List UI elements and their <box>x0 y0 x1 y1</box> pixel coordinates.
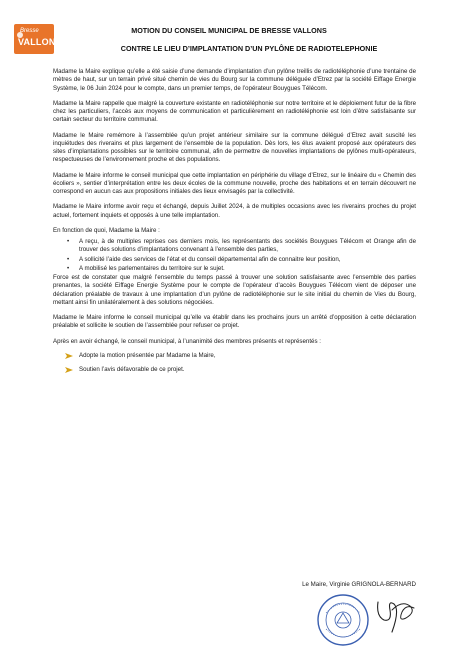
document-title: MOTION DU CONSEIL MUNICIPAL DE BRESSE VALLONS <box>131 26 327 35</box>
document-body <box>53 68 416 380</box>
paragraph-5: Madame le Maire informe avoir reçu et échangé, depuis Juillet 2024, à de multiples occasions avec les riverains proches du projet actuel, fortement inquiets et opposés à une telle implantation. <box>53 203 416 219</box>
logo-small-text: Bresse <box>20 28 39 34</box>
action-list <box>53 238 416 273</box>
municipal-stamp-icon <box>316 593 370 647</box>
decision-text: Adopte la motion présentée par Madame la Maire, <box>79 351 216 359</box>
paragraph-7: Force est de constater que malgré l’ensemble du temps passé à trouver une solution satisfaisante avec l’ensemble des parties prenantes, la société Eiffage Energie Système pour le compte de l’opérateur d’accès Bouygues Télécom vient de déposer une déclaration préalable de travaux à une implantation d’un pylône de radiotéléphonie sur le site initial du chemin de Vies du Bourg, mettant ainsi fin unilatéralement à des solutions négociées. <box>53 274 416 306</box>
paragraph-9: Après en avoir échangé, le conseil municipal, à l’unanimité des membres présents et représentés : <box>53 337 321 345</box>
signatory-name: Le Maire, Virginie GRIGNOLA-BERNARD <box>302 581 416 588</box>
paragraph-1: Madame la Maire explique qu’elle a été saisie d’une demande d’implantation d’un pylône treillis de radiotéléphonie d’une trentaine de mètres de haut, sur un terrain privé situé chemin de vies du Bourg sur la commune déléguée d’Etrez par la société Eiffage Energie Système, le 06 Juin 2024 pour le compte, dans un premier temps, de l’opérateur Bouygues Télécom. <box>53 68 416 92</box>
decision-item <box>65 366 416 374</box>
paragraph-6: En fonction de quoi, Madame la Maire : <box>53 226 160 234</box>
document-subtitle: CONTRE LE LIEU D’IMPLANTATION D’UN PYLÔNE DE RADIOTELEPHONIE <box>120 44 378 53</box>
handwritten-signature <box>372 592 420 636</box>
list-item: • A mobilisé les parlementaires du territoire sur le sujet. <box>79 265 416 273</box>
paragraph-8: Madame le Maire informe le conseil municipal qu’elle va établir dans les prochains jours un arrêté d’opposition à cette déclaration préalable et sollicite le soutien de l’assemblée pour refuser ce projet. <box>53 314 416 330</box>
list-item: • A reçu, à de multiples reprises ces derniers mois, les représentants des sociétés Bouygues Télécom et Orange afin de trouver des solutions d’implantations convenant à l’ensemble des parties, <box>79 238 416 255</box>
list-item: • A sollicité l’aide des services de l’état et du conseil départemental afin de connaitre leur position, <box>79 256 416 264</box>
logo-large-text: VALLONS <box>18 37 62 47</box>
paragraph-2: Madame la Maire rappelle que malgré la couverture existante en radiotéléphonie sur notre territoire et le déploiement futur de la fibre chez les particuliers, l’accès aux moyens de communication et particulièrement en radiotéléphonie est loin d’être satisfaisante sur certain secteur du territoire communal. <box>53 99 416 124</box>
paragraph-4: Madame le Maire informe le conseil municipal que cette implantation en périphérie du village d’Etrez, sur le linéaire du « Chemin des écoliers », sentier d’interprétation entre les deux écoles de la commune nouvelle, proche des habitations et en terrain découvert ne correspond en aucun cas aux propositions initiales des lieux envisagés par la collectivité. <box>53 171 416 195</box>
arrow-bullet-icon <box>65 367 73 373</box>
arrow-bullet-icon <box>65 353 73 359</box>
decision-text: Soutien l’avis défavorable de ce projet. <box>79 366 185 373</box>
decision-item <box>65 352 416 360</box>
paragraph-3: Madame le Maire remémore à l’assemblée qu’un projet antérieur similaire sur la commune délégué d’Etrez avait suscité les inquiétudes des riverains et plus largement de l’ensemble de la population. Dès lors, les élus avaient proposé aux opérateurs des sites d’implantations possibles sur le territoire communal, afin de permettre de nouvelles implantations de pylônes multi-opérateurs, respectueuses de l’environnement proche et des populations. <box>53 131 416 164</box>
decision-list <box>53 352 416 375</box>
